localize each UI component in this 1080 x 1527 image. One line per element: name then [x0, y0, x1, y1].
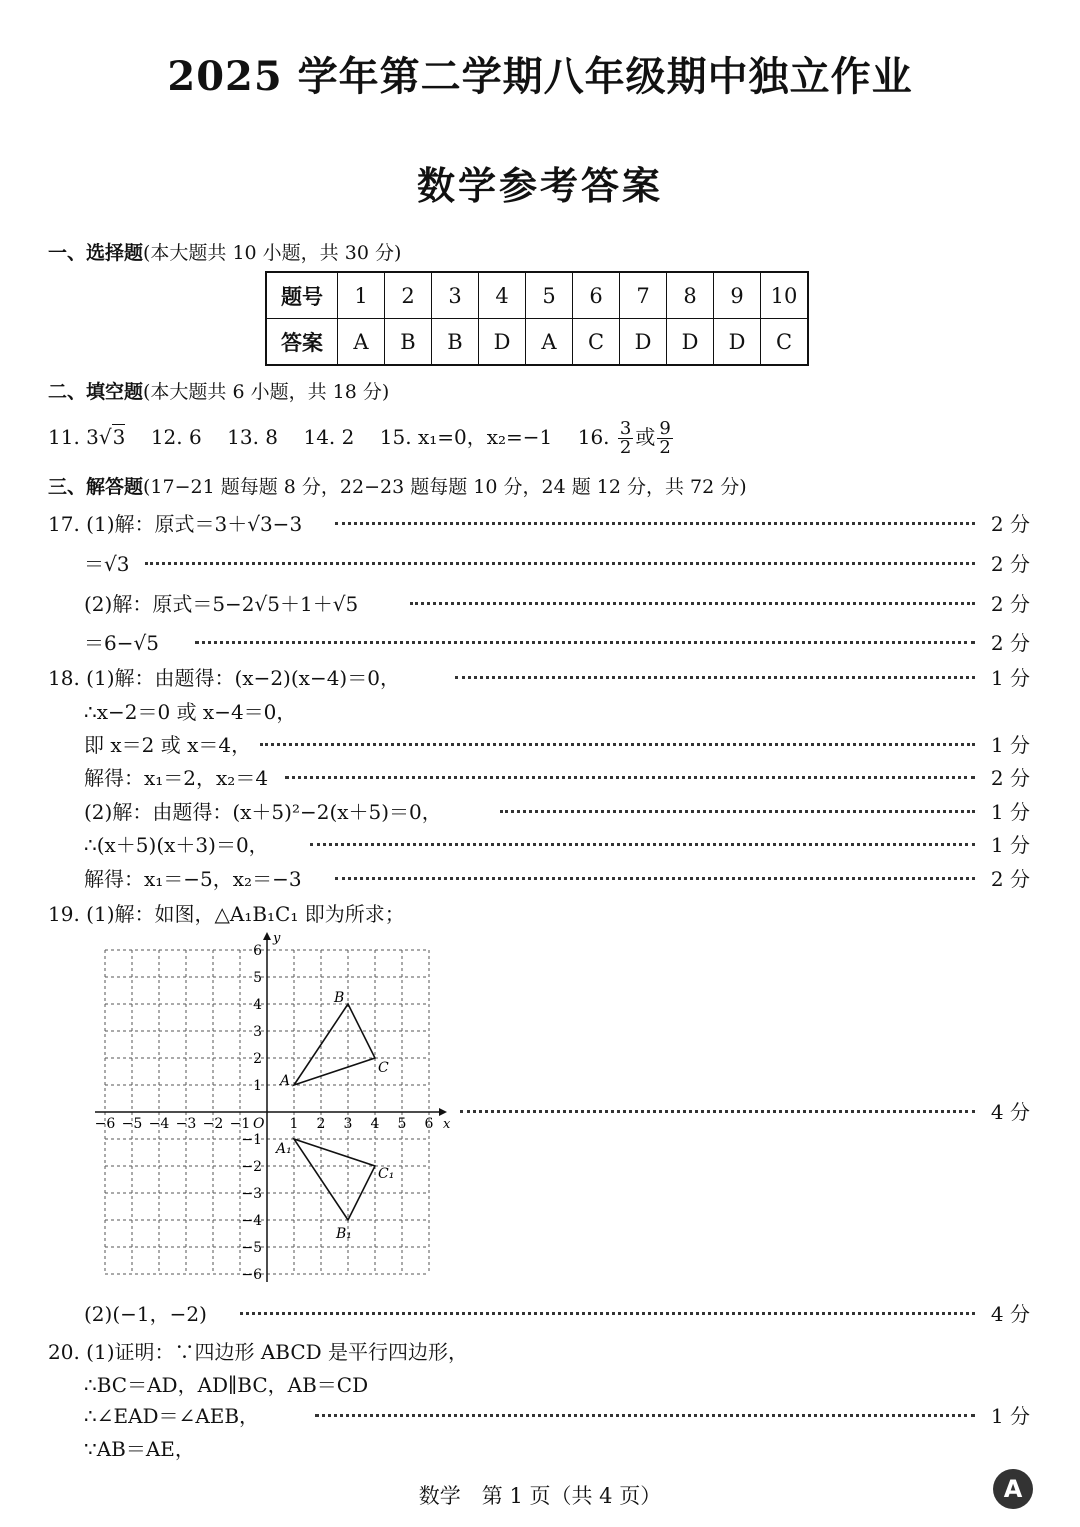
leader-dots	[145, 562, 975, 565]
score-label: 2 分	[990, 512, 1030, 536]
score-label: 2 分	[990, 631, 1030, 655]
page-subtitle: 数学参考答案	[416, 163, 663, 208]
leader-dots	[335, 877, 975, 880]
answer-11-coef: 11. 3	[48, 425, 99, 449]
x-tick-label: −2	[202, 1116, 224, 1132]
table-cell: C	[761, 319, 809, 366]
x-tick-label: 1	[289, 1116, 299, 1132]
fraction-denominator: 2	[659, 437, 671, 458]
answer-16-fraction-1	[618, 420, 633, 457]
table-cell: 6	[573, 272, 620, 319]
table-cell: B	[385, 319, 432, 366]
table-cell: 5	[526, 272, 573, 319]
y-tick-label: 5	[253, 970, 262, 986]
x-tick-label: −4	[148, 1116, 170, 1132]
point-label-c1: C₁	[378, 1166, 395, 1182]
leader-dots	[315, 1414, 975, 1417]
score-label: 1 分	[990, 800, 1030, 824]
coordinate-plane	[85, 930, 455, 1290]
fraction-numerator: 3	[619, 418, 632, 439]
solution-19-1: 19. (1)解：如图，△A₁B₁C₁ 即为所求；	[48, 902, 405, 926]
section-1-heading	[48, 238, 401, 265]
answer-11: 11. 3√3	[48, 425, 126, 449]
score-label: 2 分	[990, 552, 1030, 576]
solution-18-2a: (2)解：由题得：(x＋5)²−2(x＋5)＝0，	[84, 800, 442, 824]
answer-15: 15. x₁=0，x₂=−1	[379, 425, 553, 449]
leader-dots	[460, 1110, 975, 1113]
table-cell: D	[667, 319, 714, 366]
leader-dots	[285, 776, 975, 779]
x-tick-label: 4	[370, 1116, 380, 1132]
solution-18-2b: ∴(x＋5)(x＋3)＝0，	[84, 833, 269, 857]
answer-13: 13. 8	[227, 425, 279, 449]
fraction-numerator: 9	[659, 418, 671, 439]
y-tick-label: 1	[253, 1078, 262, 1094]
y-axis-arrow	[263, 932, 271, 940]
section-2-heading	[48, 377, 389, 404]
x-tick-label: −6	[94, 1116, 116, 1132]
y-tick-label: 4	[253, 997, 262, 1013]
x-tick-label: 5	[397, 1116, 407, 1132]
x-tick-label: 2	[316, 1116, 326, 1132]
table-cell: D	[479, 319, 526, 366]
solution-17-2b: ＝6−√5	[84, 631, 159, 655]
x-tick-label: 6	[424, 1116, 434, 1132]
x-tick-label: −5	[121, 1116, 143, 1132]
point-label-b1: B₁	[336, 1226, 352, 1242]
table-row-answers	[266, 319, 808, 366]
score-label: 1 分	[990, 833, 1030, 857]
solution-17-2a: (2)解：原式＝5−2√5＋1＋√5	[84, 592, 359, 616]
leader-dots	[240, 1312, 975, 1315]
section-3-label: 三、解答题	[48, 476, 144, 498]
section-2-note: (本大题共 6 小题，共 18 分)	[143, 381, 390, 403]
section-1-label: 一、选择题	[48, 242, 144, 264]
leader-dots	[195, 641, 975, 644]
solution-18-2c: 解得：x₁＝−5，x₂＝−3	[84, 867, 302, 891]
fraction-denominator: 2	[619, 437, 632, 458]
table-cell: D	[620, 319, 667, 366]
answer-16-label: 16.	[577, 425, 610, 449]
score-label: 1 分	[990, 666, 1030, 690]
point-label-b: B	[334, 990, 345, 1006]
table-cell: A	[338, 319, 385, 366]
answer-12: 12. 6	[150, 425, 202, 449]
section-3-note: (17−21 题每题 8 分，22−23 题每题 10 分，24 题 12 分，共 72 分)	[143, 476, 747, 498]
table-cell: 4	[479, 272, 526, 319]
y-tick-label: −4	[241, 1213, 262, 1229]
answer-11-radicand: 3	[112, 425, 126, 449]
answer-14: 14. 2	[303, 425, 355, 449]
triangle-a1b1c1	[294, 1139, 375, 1220]
table-cell: 3	[432, 272, 479, 319]
y-tick-label: 2	[253, 1051, 262, 1067]
table-cell: 2	[385, 272, 432, 319]
leader-dots	[335, 522, 975, 525]
version-badge: A	[993, 1469, 1033, 1509]
x-tick-label: −1	[229, 1116, 251, 1132]
y-tick-label: −5	[241, 1240, 262, 1256]
section-3-heading	[48, 472, 747, 499]
x-tick-label: 3	[343, 1116, 353, 1132]
x-axis-arrow	[439, 1108, 447, 1116]
table-cell: 7	[620, 272, 667, 319]
coordinate-graph	[85, 930, 455, 1294]
table-cell: A	[526, 319, 573, 366]
solution-17-1b: ＝√3	[84, 552, 130, 576]
table-cell: 1	[338, 272, 385, 319]
table-head-number: 题号	[266, 272, 338, 319]
y-tick-label: −3	[241, 1186, 262, 1202]
page-title: 2025 学年第二学期八年级期中独立作业	[167, 53, 913, 100]
score-label: 2 分	[990, 867, 1030, 891]
leader-dots	[410, 602, 975, 605]
y-tick-label: 3	[253, 1024, 262, 1040]
origin-label: O	[253, 1116, 265, 1132]
x-tick-label: −3	[175, 1116, 197, 1132]
score-label: 4 分	[990, 1302, 1030, 1326]
table-cell: 8	[667, 272, 714, 319]
y-tick-label: 6	[253, 943, 262, 959]
leader-dots	[260, 743, 975, 746]
solution-20-1d: ∵AB＝AE，	[84, 1437, 195, 1461]
table-cell: 9	[714, 272, 761, 319]
section-2-label: 二、填空题	[48, 381, 144, 403]
page-footer: 数学 第 1 页（共 4 页）	[418, 1484, 662, 1508]
solution-18-1c: 即 x＝2 或 x＝4，	[84, 733, 252, 757]
score-label: 2 分	[990, 766, 1030, 790]
section-1-note: (本大题共 10 小题，共 30 分)	[143, 242, 402, 264]
table-cell: B	[432, 319, 479, 366]
solution-18-1b: ∴x−2＝0 或 x−4＝0，	[84, 700, 297, 724]
answer-table	[265, 271, 809, 366]
solution-18-1d: 解得：x₁＝2，x₂＝4	[84, 766, 269, 790]
table-row-numbers	[266, 272, 808, 319]
solution-20-1a: 20. (1)证明：∵四边形 ABCD 是平行四边形，	[48, 1340, 469, 1364]
x-axis-label: x	[443, 1117, 451, 1132]
y-tick-label: −1	[241, 1132, 262, 1148]
fill-answers	[48, 420, 675, 457]
point-label-c: C	[378, 1060, 389, 1076]
answer-16-or: 或	[635, 425, 656, 449]
score-label: 4 分	[990, 1100, 1030, 1124]
solution-18-1a: 18. (1)解：由题得：(x−2)(x−4)＝0，	[48, 666, 400, 690]
table-cell: C	[573, 319, 620, 366]
table-cell: D	[714, 319, 761, 366]
solution-19-2: (2)(−1，−2)	[84, 1302, 207, 1326]
triangle-abc	[294, 1004, 375, 1085]
y-tick-label: −2	[241, 1159, 262, 1175]
score-label: 1 分	[990, 1404, 1030, 1428]
table-head-answer: 答案	[266, 319, 338, 366]
table-cell: 10	[761, 272, 809, 319]
solution-20-1b: ∴BC＝AD，AD∥BC，AB＝CD	[84, 1373, 369, 1397]
answer-16-fraction-2	[657, 420, 672, 457]
score-label: 1 分	[990, 733, 1030, 757]
leader-dots	[455, 676, 975, 679]
leader-dots	[310, 843, 975, 846]
point-label-a1: A₁	[276, 1141, 292, 1157]
solution-17-1a: 17. (1)解：原式＝3＋√3−3	[48, 512, 303, 536]
leader-dots	[500, 810, 975, 813]
score-label: 2 分	[990, 592, 1030, 616]
y-tick-label: −6	[241, 1267, 262, 1283]
y-axis-label: y	[273, 931, 281, 946]
point-label-a: A	[280, 1073, 291, 1089]
solution-20-1c: ∴∠EAD＝∠AEB，	[84, 1404, 260, 1428]
